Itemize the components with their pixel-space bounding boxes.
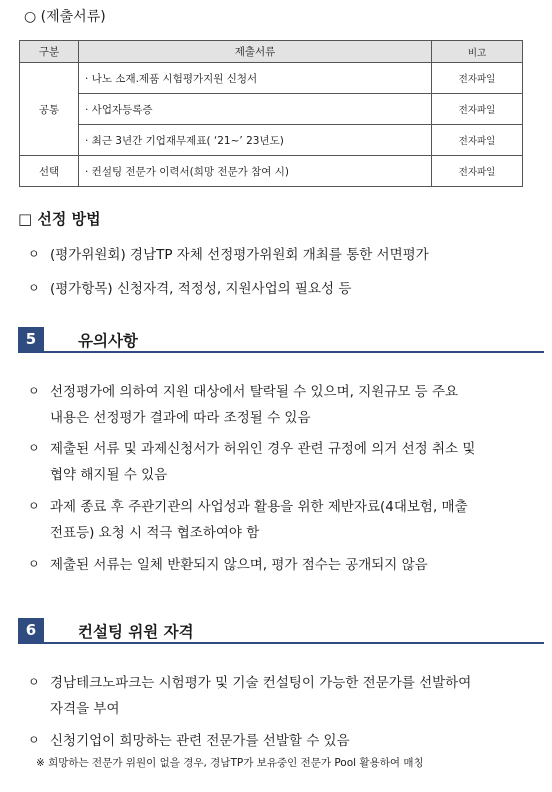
section-title-6: 컨설팅 위원 자격 <box>78 623 194 641</box>
document-cell: · 사업자등록증 <box>79 94 432 125</box>
docs-heading: ○ (제출서류) <box>24 9 106 25</box>
bullet-icon: ㅇ <box>28 441 40 455</box>
notice-item-line: 내용은 선정평가 결과에 따라 조정될 수 있음 <box>50 410 311 426</box>
bullet-icon: ㅇ <box>28 733 40 747</box>
bullet-icon: ㅇ <box>28 499 40 513</box>
bullet-icon: ㅇ <box>28 247 40 261</box>
header-document: 제출서류 <box>79 41 432 63</box>
remark-cell: 전자파일 <box>432 156 523 187</box>
bullet-icon: ㅇ <box>28 557 40 571</box>
selection-item: (평가항목) 신청자격, 적정성, 지원사업의 필요성 등 <box>50 281 352 297</box>
notice-item-line: 선정평가에 의하여 지원 대상에서 탈락될 수 있으며, 지원규모 등 주요 <box>50 384 459 400</box>
document-cell: · 최근 3년간 기업재무제표( ‘21~’ 23년도) <box>79 125 432 156</box>
bullet-icon: ㅇ <box>28 384 40 398</box>
table-row <box>20 156 523 187</box>
document-cell: · 나노 소재.제품 시험평가지원 신청서 <box>79 63 432 94</box>
selection-title: □ 선정 방법 <box>18 210 101 228</box>
bullet-icon: ㅇ <box>28 675 40 689</box>
notice-item-line: 협약 해지될 수 있음 <box>50 467 168 483</box>
notice-item-line: 전표등) 요청 시 적극 협조하여야 함 <box>50 525 260 541</box>
remark-cell: 전자파일 <box>432 63 523 94</box>
section-title-5: 유의사항 <box>78 332 138 350</box>
qualification-item-line: 신청기업이 희망하는 관련 전문가를 선발할 수 있음 <box>50 733 350 749</box>
qualification-item-line: 자격을 부여 <box>50 701 120 717</box>
remark-cell: 전자파일 <box>432 94 523 125</box>
notice-item-line: 제출된 서류 및 과제신청서가 허위인 경우 관련 규정에 의거 선정 취소 및 <box>50 441 476 457</box>
notice-item-line: 과제 종료 후 주관기관의 사업성과 활용을 위한 제반자료(4대보험, 매출 <box>50 499 468 515</box>
table-row <box>20 94 523 125</box>
category-cell: 선택 <box>20 156 79 187</box>
notice-item-line: 제출된 서류는 일체 반환되지 않으며, 평가 점수는 공개되지 않음 <box>50 557 428 573</box>
table-row <box>20 63 523 94</box>
section-divider <box>18 351 544 353</box>
documents-table <box>19 40 523 187</box>
remark-cell: 전자파일 <box>432 125 523 156</box>
section-number-6: 6 <box>18 618 44 642</box>
section-divider <box>18 642 544 644</box>
header-remark: 비고 <box>432 41 523 63</box>
qualification-item-line: 경남테크노파크는 시험평가 및 기술 컨설팅이 가능한 전문가를 선발하여 <box>50 675 472 691</box>
selection-item: (평가위원회) 경남TP 자체 선정평가위원회 개최를 통한 서면평가 <box>50 247 429 263</box>
header-category: 구분 <box>20 41 79 63</box>
expert-pool-note: ※ 희망하는 전문가 위원이 없을 경우, 경남TP가 보유중인 전문가 Pool 활용하여 매칭 <box>36 757 424 769</box>
section-number-5: 5 <box>18 327 44 351</box>
bullet-icon: ㅇ <box>28 281 40 295</box>
document-cell: · 컨설팅 전문가 이력서(희망 전문가 참여 시) <box>79 156 432 187</box>
table-header-row <box>20 41 523 63</box>
category-cell: 공통 <box>20 63 79 156</box>
table-row <box>20 125 523 156</box>
